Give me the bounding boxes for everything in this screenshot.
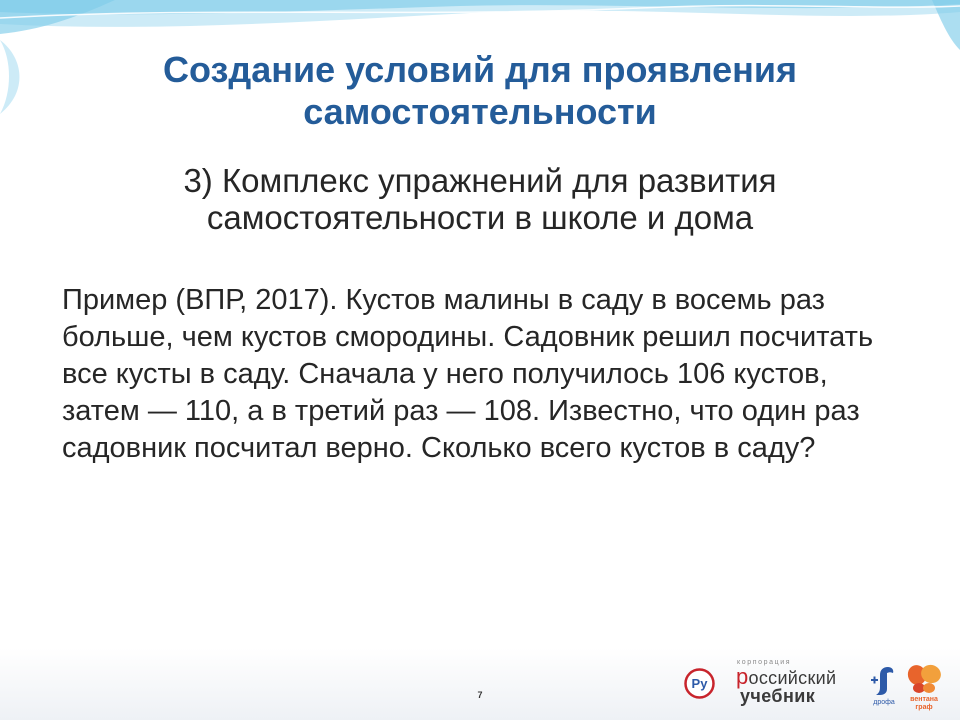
slide-title	[0, 49, 960, 133]
task-text-line: затем — 110, а в третий раз — 108. Известно, что один раз	[62, 395, 860, 427]
slide-subtitle-line: самостоятельности в школе и дома	[206, 199, 754, 236]
logo-russian-word: российский	[736, 664, 837, 689]
emblem-letters: Ру	[691, 676, 708, 691]
slide-subtitle	[0, 162, 960, 236]
task-text-line: садовник посчитал верно. Сколько всего кустов в саду?	[62, 432, 816, 464]
ventana-butterfly-icon	[905, 664, 943, 696]
page-number: 7	[477, 690, 483, 700]
task-text	[62, 282, 873, 467]
drofa-bird-icon	[868, 664, 902, 698]
russian-textbook-emblem-icon	[683, 667, 716, 700]
task-text-line: Пример (ВПР, 2017). Кустов малины в саду в восемь раз	[62, 284, 825, 316]
logo-textbook-word: учебник	[740, 686, 816, 706]
task-text-line: больше, чем кустов смородины. Садовник решил посчитать	[62, 321, 874, 353]
logo-graf-label: граф	[915, 704, 933, 711]
logo-corporation-label: корпорация	[737, 659, 792, 666]
drofa-cross-v	[874, 677, 876, 684]
slide-title-line: Создание условий для проявления	[162, 49, 798, 90]
slide-subtitle-line: 3) Комплекс упражнений для развития	[183, 162, 777, 199]
slide-title-line: самостоятельности	[303, 91, 657, 132]
drofa-bird-body	[876, 667, 893, 695]
logo-ventana-label: вентана	[910, 696, 938, 703]
task-text-line: все кусты в саду. Сначала у него получилось 106 кустов,	[62, 358, 828, 390]
butterfly-wing-lower-right	[923, 683, 935, 693]
logo-drofa-label: дрофа	[873, 699, 895, 706]
